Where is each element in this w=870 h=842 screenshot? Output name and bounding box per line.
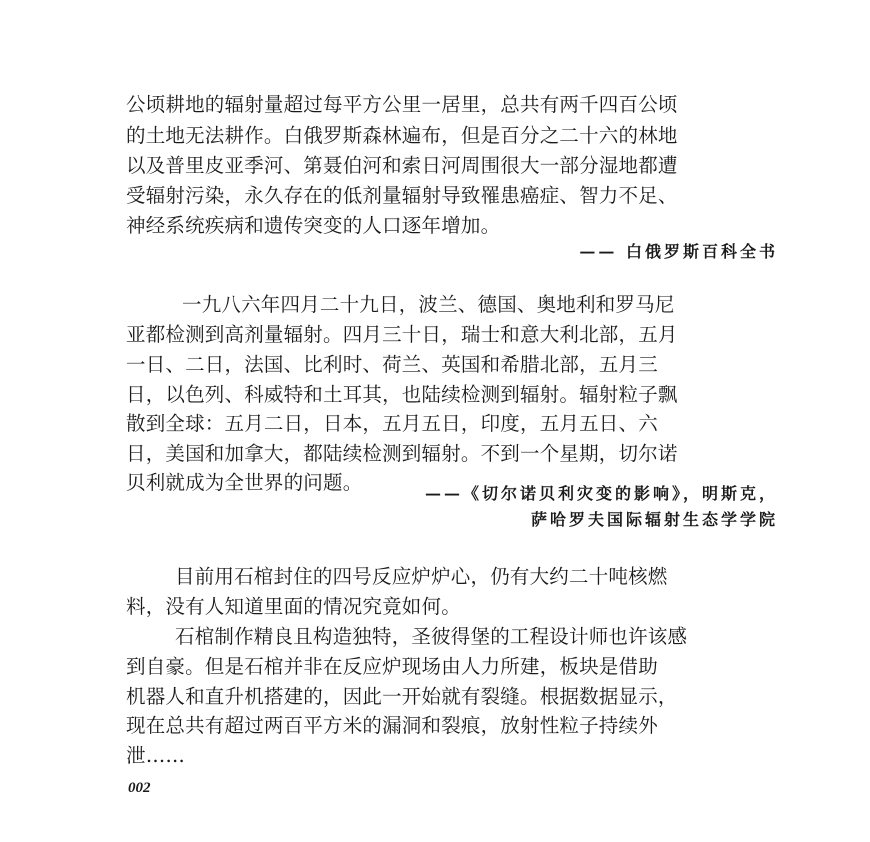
quote-1-line: 的土地无法耕作。白俄罗斯森林遍布，但是百分之二十六的林地 — [126, 124, 678, 147]
quote-1-line: 受辐射污染，永久存在的低剂量辐射导致罹患癌症、智力不足、 — [126, 184, 678, 207]
quote-2-line: 日，以色列、科威特和土耳其，也陆续检测到辐射。辐射粒子飘 — [126, 383, 678, 406]
paragraph-line: 泄…… — [126, 744, 186, 767]
quote-1-line: 神经系统疾病和遗传突变的人口逐年增加。 — [126, 214, 501, 237]
quote-2-line: 一九八六年四月二十九日，波兰、德国、奥地利和罗马尼 — [182, 293, 675, 316]
quote-2-line: 日，美国和加拿大，都陆续检测到辐射。不到一个星期，切尔诺 — [126, 442, 678, 465]
quote-2-attribution-institute: 萨哈罗夫国际辐射生态学学院 — [530, 510, 778, 529]
quote-1-line: 以及普里皮亚季河、第聂伯河和索日河周围很大一部分湿地都遭 — [126, 154, 678, 177]
quote-2-line: 亚都检测到高剂量辐射。四月三十日，瑞士和意大利北部，五月 — [126, 323, 678, 346]
paragraph-line: 到自豪。但是石棺并非在反应炉现场由人力所建，板块是借助 — [126, 655, 658, 678]
paragraph-line: 石棺制作精良且构造独特，圣彼得堡的工程设计师也许该感 — [175, 625, 688, 648]
paragraph-line: 现在总共有超过两百平方米的漏洞和裂痕，放射性粒子持续外 — [126, 714, 658, 737]
paragraph-line: 目前用石棺封住的四号反应炉炉心，仍有大约二十吨核燃 — [175, 565, 668, 588]
quote-1-line: 公顷耕地的辐射量超过每平方公里一居里，总共有两千四百公顷 — [126, 93, 678, 116]
paragraph-line: 机器人和直升机搭建的，因此一开始就有裂缝。根据数据显示， — [126, 685, 678, 708]
quote-2-line: 散到全球：五月二日，日本，五月五日，印度，五月五日、六 — [126, 412, 658, 435]
quote-1-attribution: —— 白俄罗斯百科全书 — [579, 242, 778, 261]
quote-2-line: 一日、二日，法国、比利时、荷兰、英国和希腊北部，五月三 — [126, 353, 658, 376]
paragraph-line: 料，没有人知道里面的情况究竟如何。 — [126, 595, 461, 618]
quote-2-line: 贝利就成为全世界的问题。 — [126, 471, 363, 494]
quote-2-attribution-source: ——《切尔诺贝利灾变的影响》，明斯克， — [424, 484, 778, 503]
page-number: 002 — [128, 780, 151, 796]
